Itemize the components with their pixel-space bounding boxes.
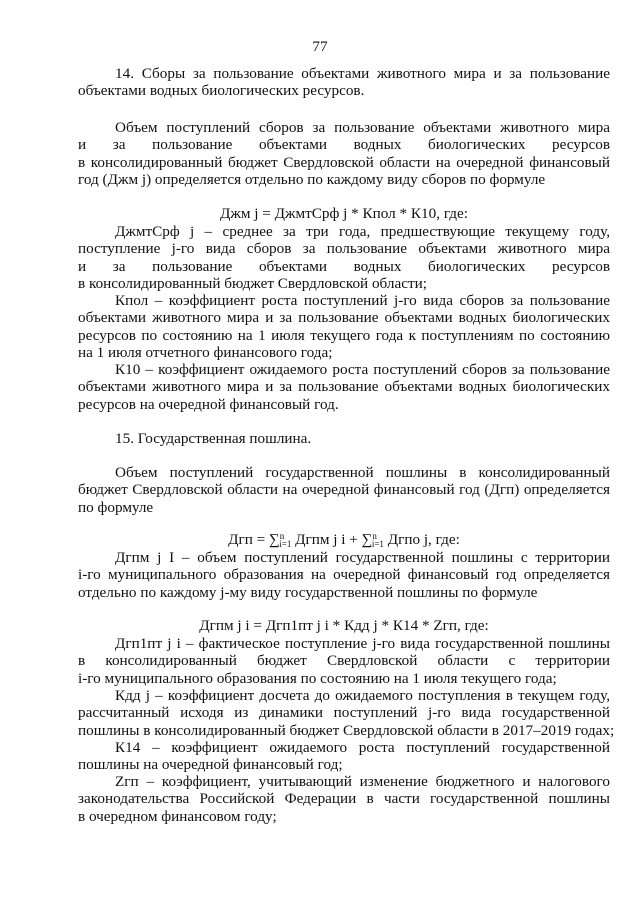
definition-dgp1pt: Дгп1пт j i – фактическое поступление j-го вида государственной пошлины в консолидированный бюджет Свердловской области с территории i-го муниципального образования по состоянию на 1 июля текущего года; [78, 635, 610, 687]
formula-djm: Джм j = ДжмтСрф j * Кпол * К10, где: [220, 205, 468, 222]
formula-dgpm: Дгпм j i = Дгп1пт j i * Кдд j * К14 * Zгп, где: [199, 617, 489, 634]
formula-dgp: Дгп = ∑$^n$i=1 Дгпм j i + ∑$^n$i=1 Дгпо j, где: [228, 531, 460, 549]
sum-symbol-1: ∑ [269, 532, 280, 548]
definition-k14: К14 – коэффициент ожидаемого роста поступлений государственной пошлины на очередной финансовый год; [78, 739, 610, 774]
definition-kdd: Кдд j – коэффициент досчета до ожидаемого поступления в текущем году, рассчитанный исходя из динамики поступлений j-го вида государственной пошлины в консолидированный бюджет Свердловской области в 2017–2019 годах; [78, 687, 615, 739]
sum-symbol-2: ∑ [361, 532, 373, 548]
definition-dgpm: Дгпм j I – объем поступлений государственной пошлины с территории i-го муниципального образования на очередной финансовый год определяется отдельно по каждому j-му виду государственной пошлины по формуле [78, 549, 610, 601]
section-14-intro: Объем поступлений сборов за пользование объектами животного мира и за пользование объектами водных биологических ресурсов в консолидированный бюджет Свердловской области на очередной финансовый год (Джм j) определяется отдельно по каждому виду сборов по формуле [78, 119, 610, 188]
definition-zgp: Zгп – коэффициент, учитывающий изменение бюджетного и налогового законодательства Российской Федерации в части государственной пошлины в очередном финансовом году; [78, 773, 610, 825]
definition-k10: К10 – коэффициент ожидаемого роста поступлений сборов за пользование объектами животного мира и за пользование объектами водных биологических ресурсов на очередной финансовый год. [78, 361, 610, 413]
section-15-heading: 15. Государственная пошлина. [115, 430, 312, 447]
page-number: 77 [312, 38, 328, 55]
definition-djmtsrf: ДжмтСрф j – среднее за три года, предшествующие текущему году, поступление j-го вида сборов за пользование объектами животного мира и за пользование объектами водных биологических ресурсов в консолидированный бюджет Свердловской области; [78, 223, 610, 292]
section-14-heading: 14. Сборы за пользование объектами животного мира и за пользование объектами водных биологических ресурсов. [78, 65, 610, 100]
section-15-intro: Объем поступлений государственной пошлины в консолидированный бюджет Свердловской области на очередной финансовый год (Дгп) определяется по формуле [78, 464, 610, 516]
definition-kpol: Кпол – коэффициент роста поступлений j-го вида сборов за пользование объектами животного мира и за пользование объектами водных биологических ресурсов по состоянию на 1 июля текущего года к поступлениям по состоянию на 1 июля отчетного финансового года; [78, 292, 610, 361]
